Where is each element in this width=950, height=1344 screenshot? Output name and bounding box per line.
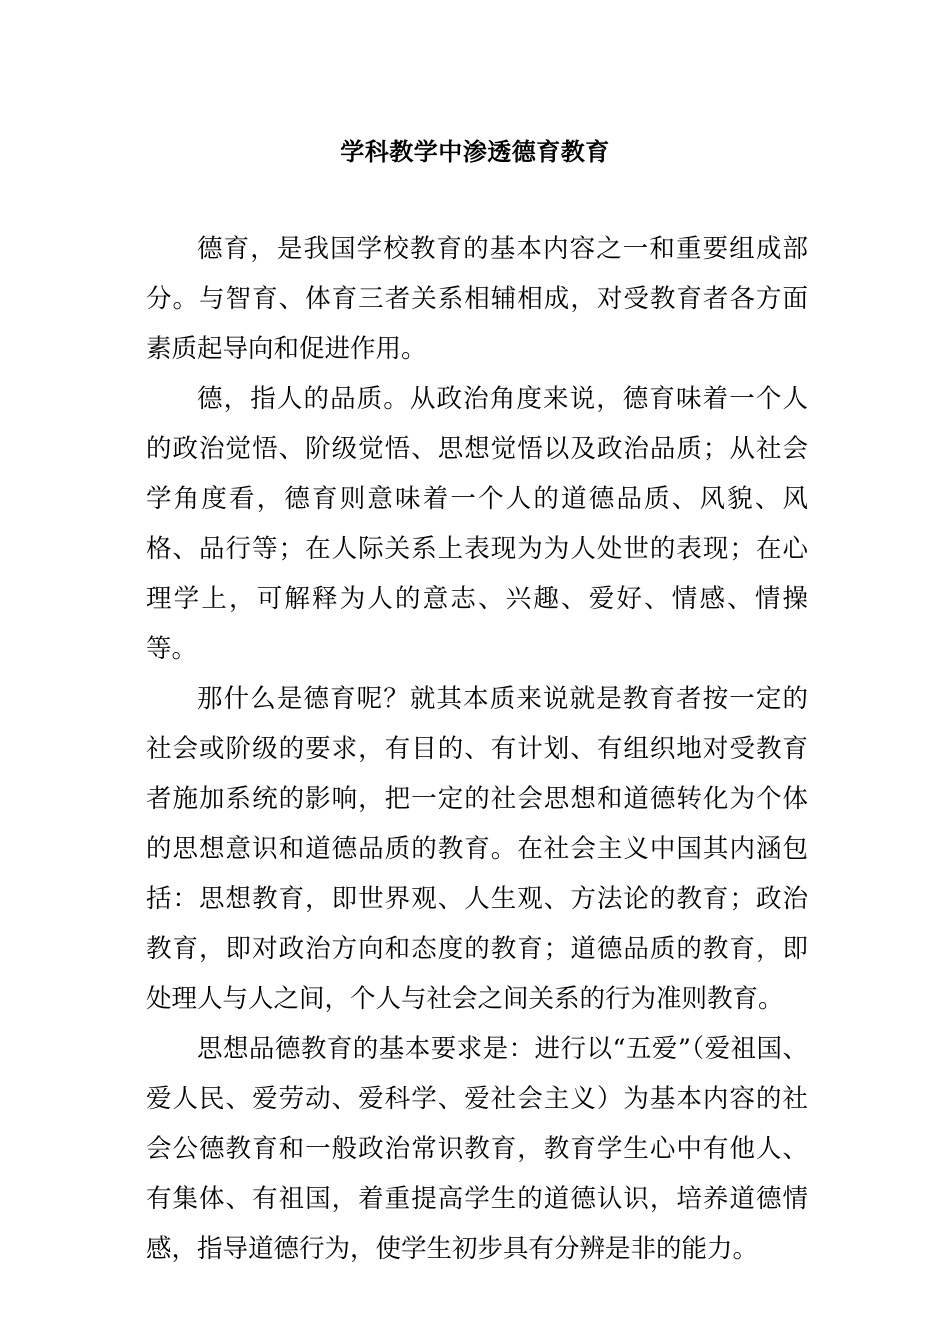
document-body — [146, 224, 808, 1274]
document-title: 学科教学中渗透德育教育 — [340, 137, 610, 166]
paragraph-4: 思想品德教育的基本要求是：进行以“五爱”（爱祖国、爱人民、爱劳动、爱科学、爱社会主义）为基本内容的社会公德教育和一般政治常识教育，教育学生心中有他人、有集体、有祖国，着重提高学生的道德认识，培养道德情感，指导道德行为，使学生初步具有分辨是非的能力。 — [146, 1034, 808, 1264]
paragraph-2: 德，指人的品质。从政治角度来说，德育味着一个人的政治觉悟、阶级觉悟、思想觉悟以及政治品质；从社会学角度看，德育则意味着一个人的道德品质、风貌、风格、品行等；在人际关系上表现为为人处世的表现；在心理学上，可解释为人的意志、兴趣、爱好、情感、情操等。 — [146, 384, 808, 664]
paragraph-1: 德育，是我国学校教育的基本内容之一和重要组成部分。与智育、体育三者关系相辅相成，对受教育者各方面素质起导向和促进作用。 — [146, 234, 808, 364]
paragraph-3: 那什么是德育呢？就其本质来说就是教育者按一定的社会或阶级的要求，有目的、有计划、有组织地对受教育者施加系统的影响，把一定的社会思想和道德转化为个体的思想意识和道德品质的教育。在社会主义中国其内涵包括：思想教育，即世界观、人生观、方法论的教育；政治教育，即对政治方向和态度的教育；道德品质的教育，即处理人与人之间，个人与社会之间关系的行为准则教育。 — [146, 684, 808, 1014]
